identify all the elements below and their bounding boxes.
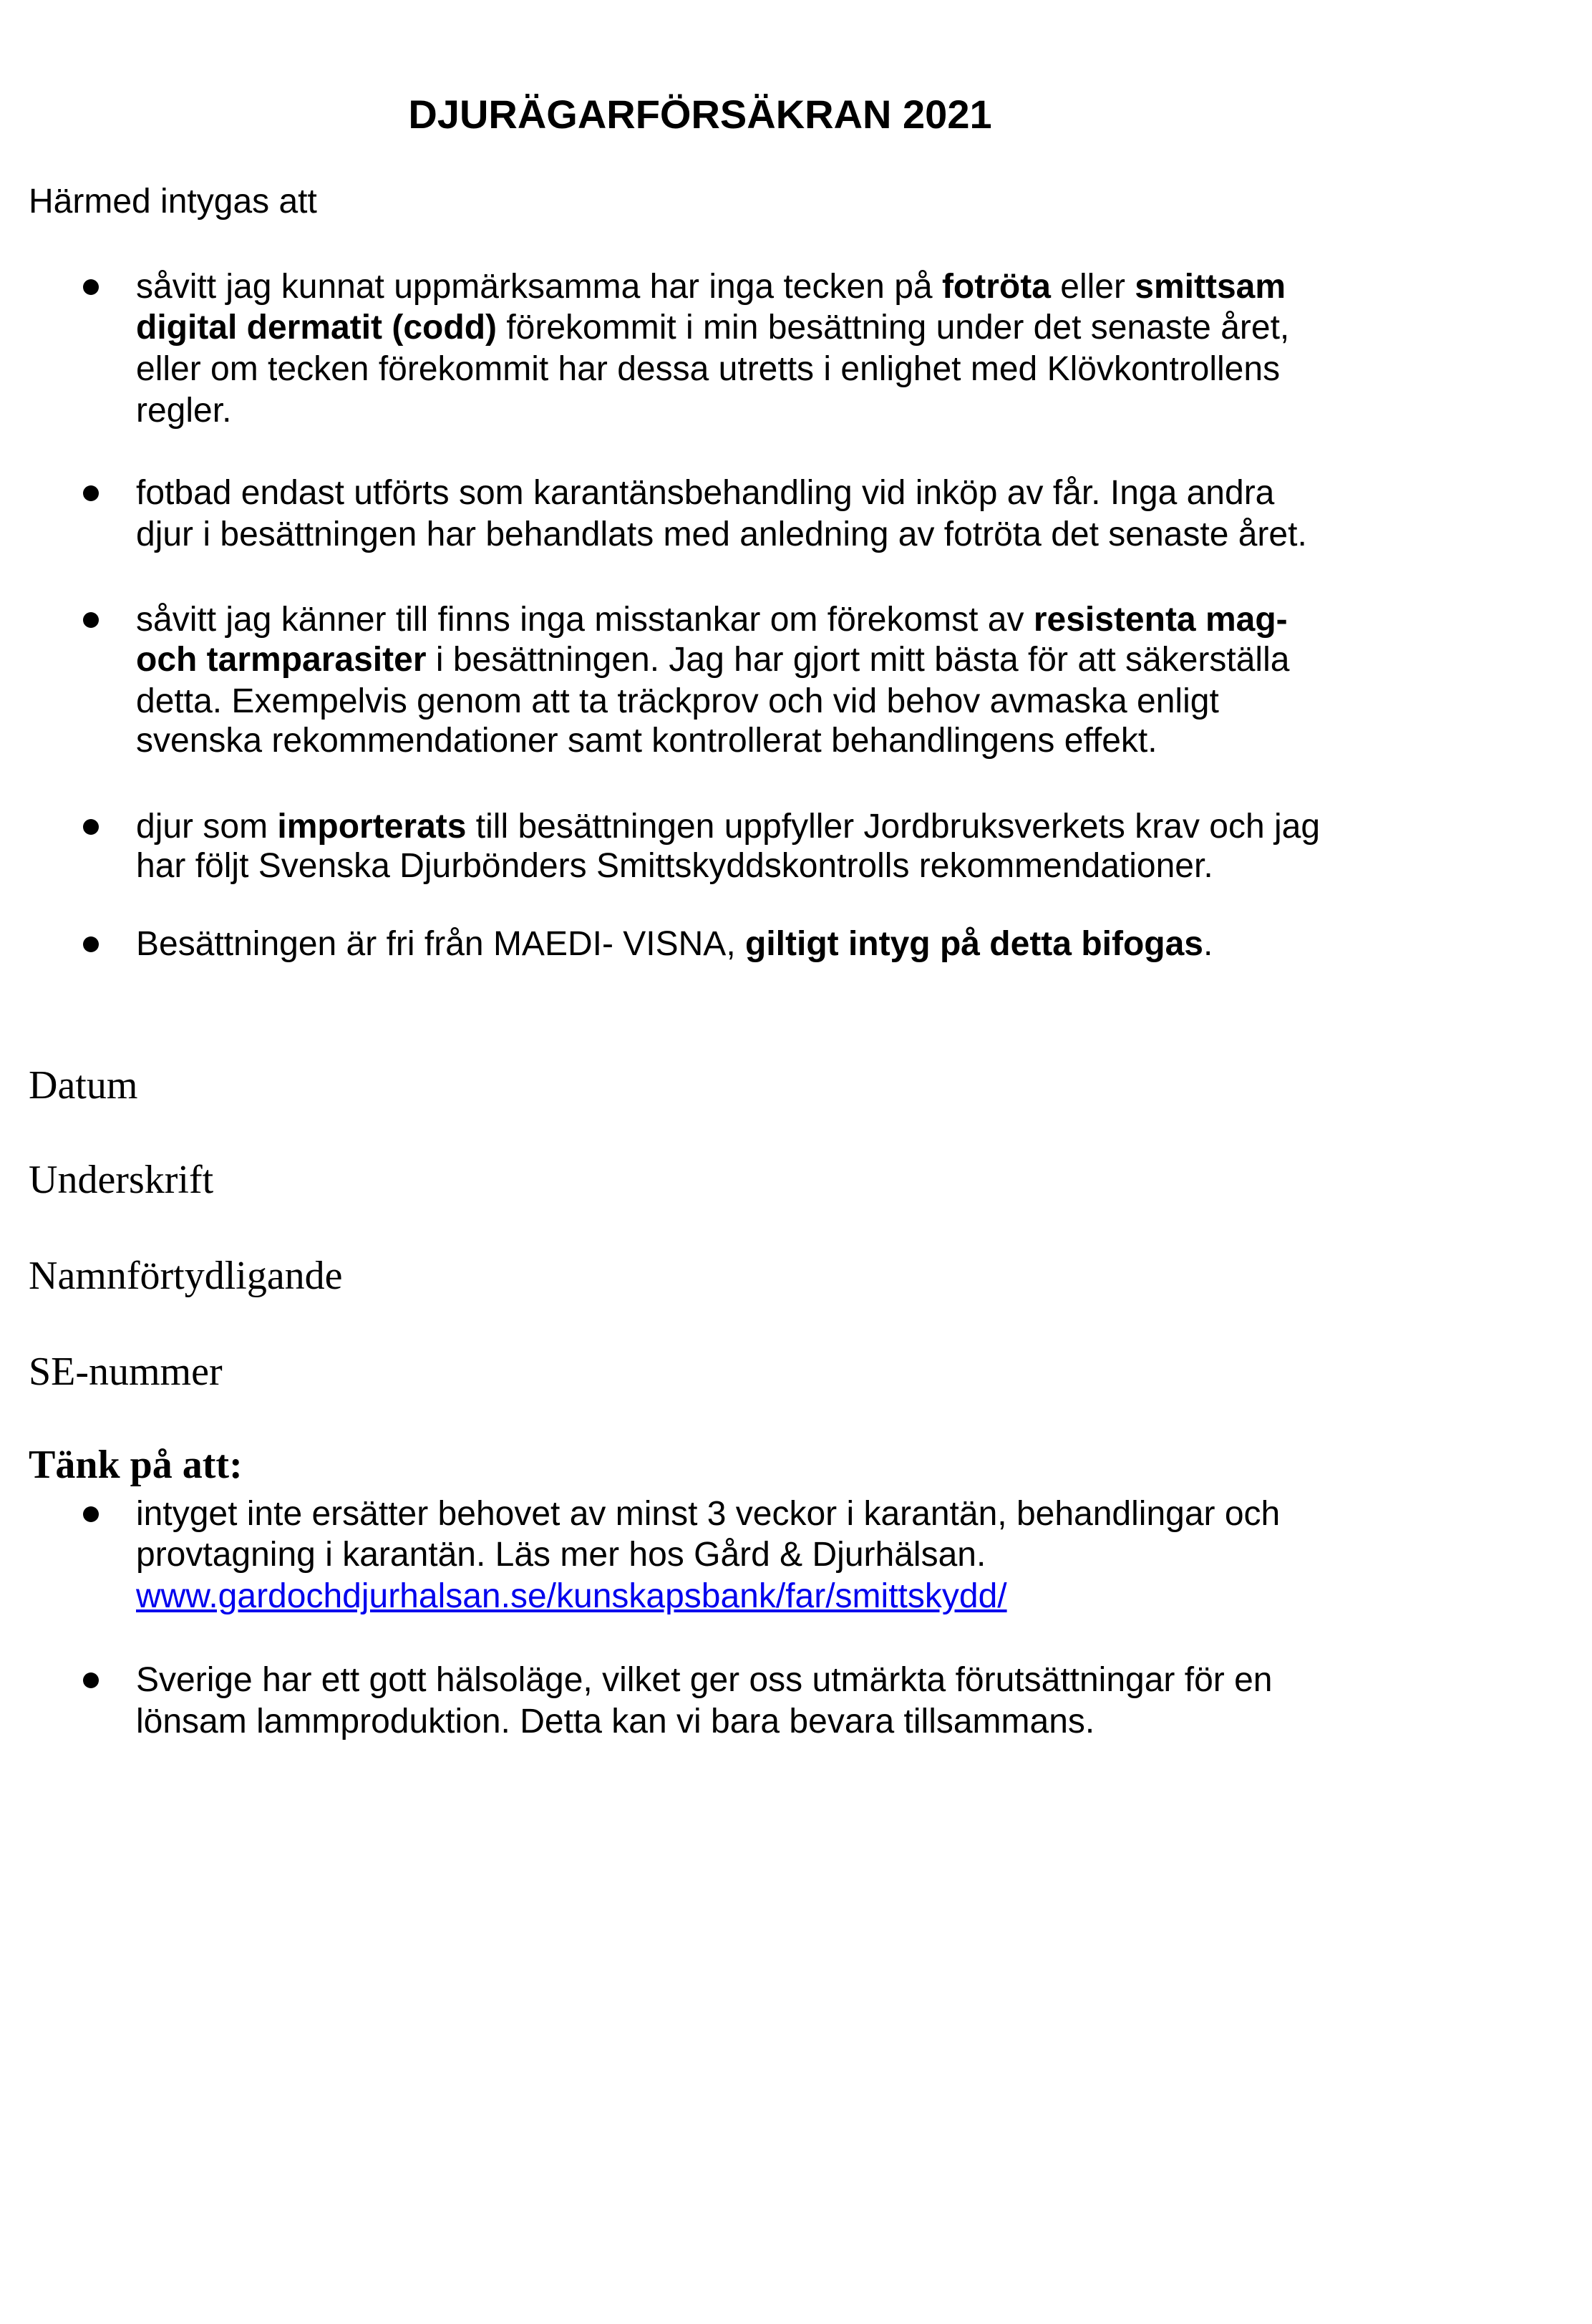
tank-heading: Tänk på att: xyxy=(29,1443,243,1487)
text: fotbad endast utförts som karantänsbehandling vid inköp av får. Inga andra xyxy=(136,474,1275,512)
bullet-icon xyxy=(83,1672,99,1688)
list-item-line xyxy=(136,599,1288,641)
list-item-line xyxy=(136,473,1274,514)
list-item-line xyxy=(136,1493,1280,1535)
bullet-icon xyxy=(83,1506,99,1522)
field-namnfortydligande: Namnförtydligande xyxy=(29,1254,343,1298)
bullet-icon xyxy=(83,819,99,835)
intro-text: Härmed intygas att xyxy=(29,183,317,221)
field-datum: Datum xyxy=(29,1063,138,1108)
text: eller om tecken förekommit har dessa utretts i enlighet med Klövkontrollens xyxy=(136,350,1281,388)
text: djur som xyxy=(136,808,278,846)
text: Besättningen är fri från MAEDI- VISNA, xyxy=(136,925,745,963)
list-item-line xyxy=(136,349,1280,390)
bold-text: och tarmparasiter xyxy=(136,641,427,679)
bullet-icon xyxy=(83,612,99,628)
bold-text: resistenta mag- xyxy=(1033,601,1288,639)
text: förekommit i min besättning under det senaste året, xyxy=(497,309,1290,347)
list-item-line xyxy=(136,1534,986,1576)
text: lönsam lammproduktion. Detta kan vi bara bevara tillsammans. xyxy=(136,1703,1095,1740)
list-item-line xyxy=(136,639,1289,681)
document-title: DJURÄGARFÖRSÄKRAN 2021 xyxy=(408,92,992,137)
text: detta. Exempelvis genom att ta träckprov och vid behov avmaska enligt xyxy=(136,682,1219,720)
text: regler. xyxy=(136,392,232,430)
list-item-line xyxy=(136,1701,1094,1743)
text: svenska rekommendationer samt kontrollerat behandlingens effekt. xyxy=(136,722,1157,760)
bullet-icon xyxy=(83,936,99,952)
text: i besättningen. Jag har gjort mitt bästa för att säkerställa xyxy=(426,641,1290,679)
bold-text: smittsam xyxy=(1135,268,1286,306)
list-item-line xyxy=(136,390,231,432)
bullet-icon xyxy=(83,279,99,295)
list-item-line xyxy=(136,307,1289,349)
list-item-line xyxy=(136,514,1307,556)
text: djur i besättningen har behandlats med anledning av fotröta det senaste året. xyxy=(136,515,1307,553)
text: eller xyxy=(1050,268,1135,306)
list-item-line xyxy=(136,1576,1007,1617)
text: till besättningen uppfyller Jordbruksverkets krav och jag xyxy=(466,808,1321,846)
bold-text: giltigt intyg på detta bifogas xyxy=(745,925,1203,963)
text: . xyxy=(1203,925,1213,963)
list-item-line xyxy=(136,846,1213,887)
text: intyget inte ersätter behovet av minst 3 veckor i karantän, behandlingar och xyxy=(136,1495,1281,1533)
text: såvitt jag känner till finns inga misstankar om förekomst av xyxy=(136,601,1034,639)
field-se-nummer: SE-nummer xyxy=(29,1350,223,1394)
text: såvitt jag kunnat uppmärksamma har inga tecken på xyxy=(136,268,942,306)
text: har följt Svenska Djurbönders Smittskyddskontrolls rekommendationer. xyxy=(136,847,1213,885)
list-item-line xyxy=(136,681,1219,722)
field-underskrift: Underskrift xyxy=(29,1158,214,1202)
list-item-line xyxy=(136,266,1286,308)
list-item-line xyxy=(136,806,1320,848)
bold-text: fotröta xyxy=(941,268,1051,306)
text: provtagning i karantän. Läs mer hos Gård & Djurhälsan. xyxy=(136,1536,986,1574)
list-item-line xyxy=(136,720,1157,762)
list-item-line xyxy=(136,924,1213,965)
bullet-icon xyxy=(83,485,99,501)
bold-text: digital dermatit (codd) xyxy=(136,309,497,347)
text: Sverige har ett gott hälsoläge, vilket ger oss utmärkta förutsättningar för en xyxy=(136,1661,1273,1699)
bold-text: importerats xyxy=(277,808,467,846)
smittskydd-link[interactable]: www.gardochdjurhalsan.se/kunskapsbank/far/smittskydd/ xyxy=(136,1577,1007,1615)
list-item-line xyxy=(136,1660,1273,1701)
